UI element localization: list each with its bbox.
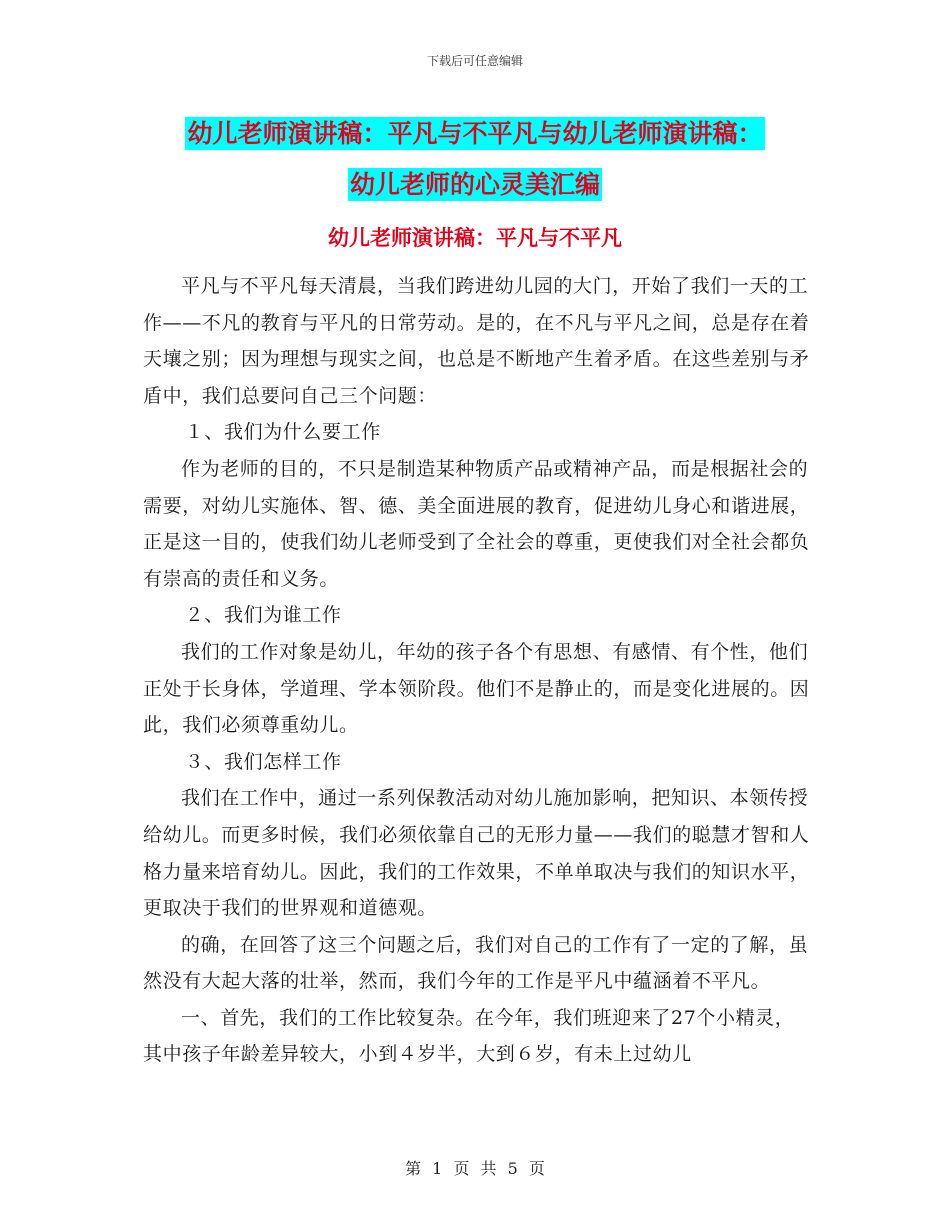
document-title-line2: 幼儿老师的心灵美汇编: [349, 170, 600, 199]
body-text: [143, 268, 813, 1073]
paragraph: 我们的工作对象是幼儿，年幼的孩子各个有思想、有感情、有个性，他们正处于长身体，学道理、学本领阶段。他们不是静止的，而是变化进展的。因此，我们必须尊重幼儿。: [143, 640, 810, 737]
paragraph: 平凡与不平凡每天清晨，当我们跨进幼儿园的大门，开始了我们一天的工作——不凡的教育与平凡的日常劳动。是的，在不凡与平凡之间，总是存在着天壤之别；因为理想与现实之间，也总是不断地产生着矛盾。在这些差别与矛盾中，我们总要问自己三个问题：: [143, 275, 810, 407]
paragraph: 我们在工作中，通过一系列保教活动对幼儿施加影响，把知识、本领传授给幼儿。而更多时候，我们必须依靠自己的无形力量——我们的聪慧才智和人格力量来培育幼儿。因此，我们的工作效果，不单单取决与我们的知识水平，更取决于我们的世界观和道德观。: [143, 787, 810, 920]
page-number: 第 1 页 共 5 页: [405, 1159, 545, 1178]
paragraph: 作为老师的目的，不只是制造某种物质产品或精神产品，而是根据社会的需要，对幼儿实施体、智、德、美全面进展的教育，促进幼儿身心和谐进展，正是这一目的，使我们幼儿老师受到了全社会的尊重，更使我们对全社会都负有崇高的责任和义务。: [143, 457, 810, 590]
document-title: [0, 108, 950, 210]
question-heading: ３、我们怎样工作: [184, 750, 342, 773]
document-title-line1: 幼儿老师演讲稿：平凡与不平凡与幼儿老师演讲稿：: [187, 119, 763, 148]
question-heading: ２、我们为谁工作: [184, 604, 342, 627]
section-title: 幼儿老师演讲稿：平凡与不平凡: [328, 226, 622, 250]
page-header-note: 下载后可任意编辑: [426, 54, 523, 68]
paragraph: 一、首先，我们的工作比较复杂。在今年，我们班迎来了27个小精灵，其中孩子年龄差异较大，小到４岁半，大到６岁，有未上过幼儿: [143, 1006, 795, 1066]
question-heading: １、我们为什么要工作: [184, 421, 381, 444]
paragraph: 的确，在回答了这三个问题之后，我们对自己的工作有了一定的了解，虽然没有大起大落的壮举，然而，我们今年的工作是平凡中蕴涵着不平凡。: [143, 933, 809, 993]
